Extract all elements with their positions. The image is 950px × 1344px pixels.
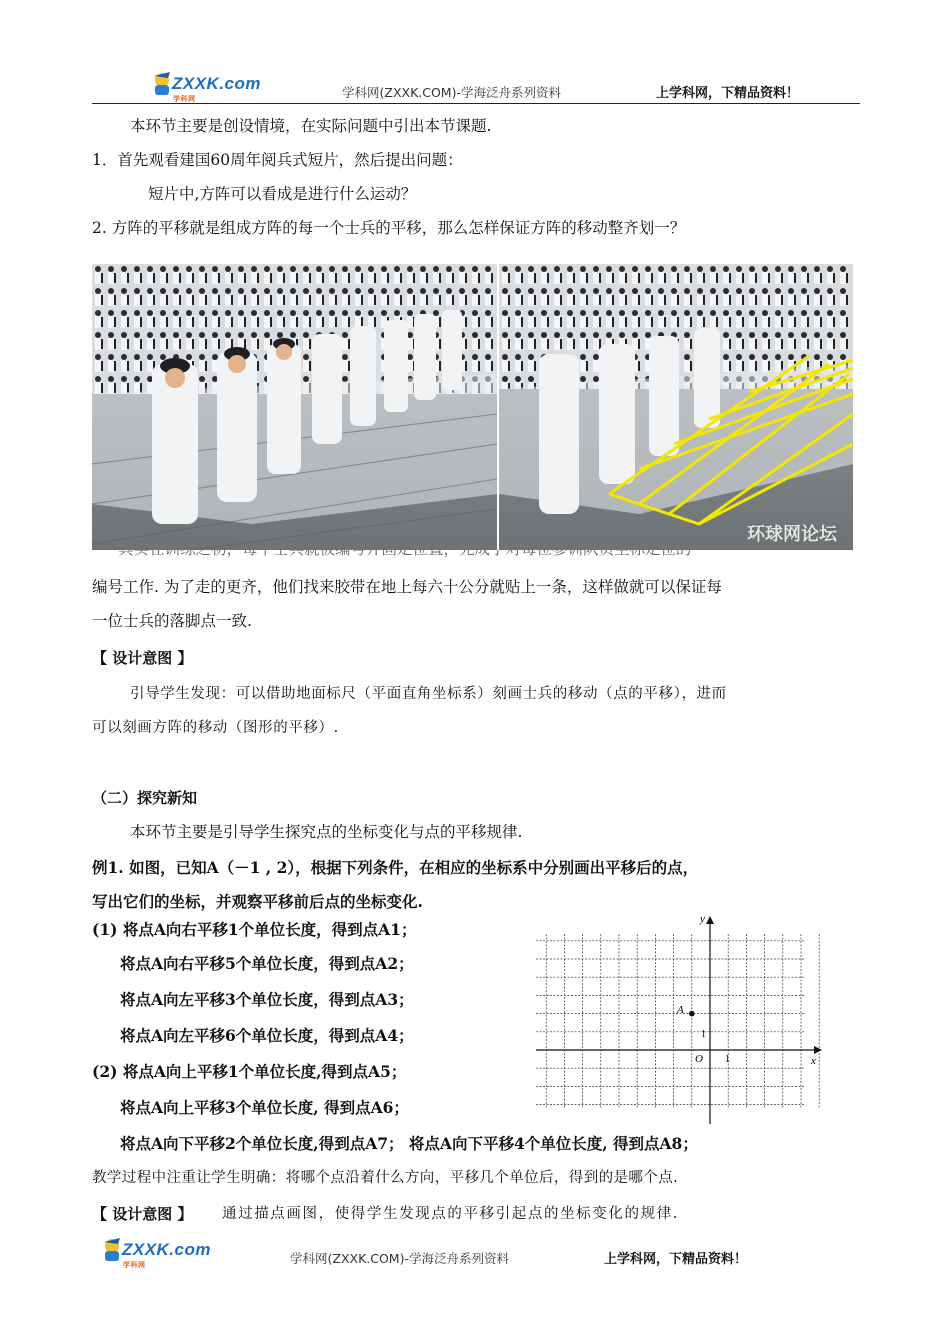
- header-rule: [92, 103, 860, 104]
- design-intent-line2: 可以刻画方阵的移动（图形的平移）.: [92, 720, 339, 736]
- example1-step-5: (2) 将点A向上平移1个单位长度,得到点A5；: [92, 1062, 407, 1081]
- grid-tick-1-y: 1: [701, 1029, 706, 1040]
- section1-intro: 本环节主要是创设情境，在实际问题中引出本节课题.: [130, 117, 492, 135]
- grid-label-a: A: [677, 1004, 684, 1016]
- example1-step-2: 将点A向右平移5个单位长度，得到点A2；: [120, 954, 414, 973]
- zxxk-logo: ZXXK.com$^{学科网}$: [150, 70, 260, 100]
- coordinate-grid: [532, 912, 822, 1128]
- example1-step-4: 将点A向左平移6个单位长度，得到点A4；: [120, 1026, 414, 1045]
- footer-slogan: 上学科网，下精品资料！: [604, 1252, 748, 1267]
- footer-logo: ZXXK.com$^{学科网}$: [100, 1236, 210, 1266]
- photo-watermark: 环球网论坛: [747, 524, 837, 545]
- example1-step-3: 将点A向左平移3个单位长度，得到点A3；: [120, 990, 414, 1009]
- section1-para-line3: 一位士兵的落脚点一致.: [92, 612, 252, 630]
- example1-line2: 写出它们的坐标，并观察平移前后点的坐标变化.: [92, 892, 423, 911]
- design-intent-text-2: 通过描点画图，使得学生发现点的平移引起点的坐标变化的规律.: [222, 1206, 680, 1222]
- design-intent-line1: 引导学生发现：可以借助地面标尺（平面直角坐标系）刻画士兵的移动（点的平移），进而: [130, 686, 727, 702]
- page-footer: [92, 1232, 860, 1272]
- footer-mascot-icon: [100, 1236, 124, 1264]
- footer-title: 学科网(ZXXK.COM)-学海泛舟系列资料: [290, 1251, 509, 1266]
- example1-step-7: 将点A向下平移2个单位长度,得到点A7； 将点A向下平移4个单位长度, 得到点A8；: [120, 1134, 698, 1153]
- section1-item1-question: 短片中,方阵可以看成是进行什么运动？: [148, 185, 417, 203]
- design-intent-title-2: 【 设计意图 】: [92, 1205, 193, 1223]
- header-slogan: 上学科网，下精品资料！: [656, 86, 800, 101]
- header-title: 学科网(ZXXK.COM)-学海泛舟系列资料: [342, 85, 561, 100]
- grid-tick-1-x: 1: [725, 1054, 730, 1065]
- teaching-note: 教学过程中注重让学生明确：将哪个点沿着什么方向，平移几个单位后，得到的是哪个点.: [92, 1170, 679, 1186]
- example1-step-1: (1) 将点A向右平移1个单位长度，得到点A1；: [92, 920, 417, 939]
- section1-item2: 2. 方阵的平移就是组成方阵的每一个士兵的平移，那么怎样保证方阵的移动整齐划一？: [92, 219, 686, 237]
- parade-photo-right: [499, 264, 853, 550]
- section1-item1: 1．首先观看建国60周年阅兵式短片，然后提出问题：: [92, 151, 463, 169]
- page-header: [92, 66, 860, 106]
- example1-step-6: 将点A向上平移3个单位长度, 得到点A6；: [120, 1098, 409, 1117]
- mascot-icon: [150, 70, 174, 98]
- section2-intro: 本环节主要是引导学生探究点的坐标变化与点的平移规律.: [130, 823, 523, 841]
- design-intent-title-1: 【 设计意图 】: [92, 649, 193, 667]
- section1-para-line2: 编号工作. 为了走的更齐，他们找来胶带在地上每六十公分就贴上一条，这样做就可以保证每: [92, 578, 722, 596]
- parade-photo-left: [92, 264, 497, 550]
- grid-label-x: x: [811, 1055, 816, 1067]
- grid-label-origin: O: [695, 1053, 703, 1065]
- example1-line1: 例1. 如图，已知A（－1 , 2），根据下列条件，在相应的坐标系中分别画出平移后的点，: [92, 858, 699, 877]
- section2-title: （二）探究新知: [92, 789, 198, 807]
- grid-label-y: y: [700, 913, 705, 925]
- point-a-marker: [689, 1011, 695, 1017]
